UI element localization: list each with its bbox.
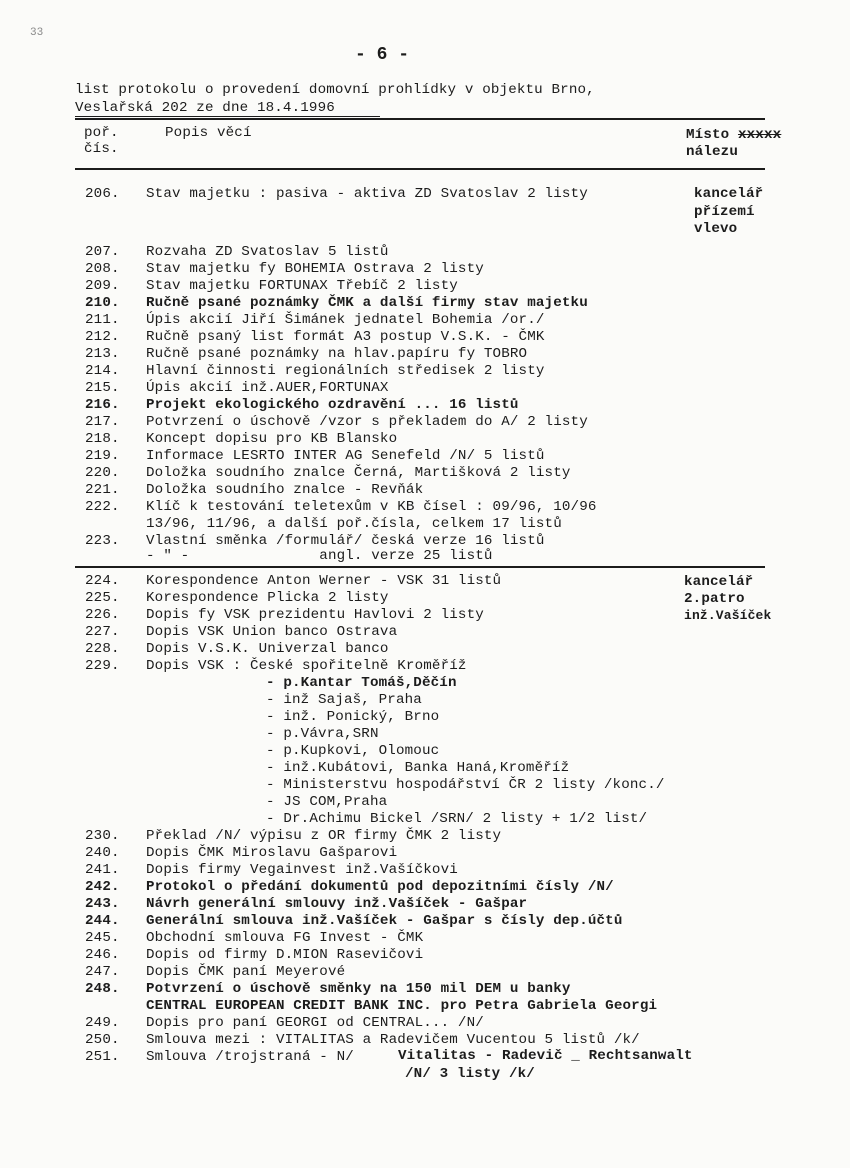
entry-number: 241. — [85, 862, 120, 878]
entry-text: Hlavní činnosti regionálních středisek 2 listy — [146, 363, 545, 379]
entry-number: 222. — [85, 499, 120, 515]
entry-text: - Dr.Achimu Bickel /SRN/ 2 listy + 1/2 list/ — [266, 811, 648, 827]
entry-number: 230. — [85, 828, 120, 844]
entry-text: Korespondence Anton Werner - VSK 31 listů — [146, 573, 502, 589]
entry-text: Dopis firmy Vegainvest inž.Vašíčkovi — [146, 862, 458, 878]
section-divider-rule — [75, 566, 765, 568]
entry-number: 244. — [85, 913, 120, 929]
entry-number: 214. — [85, 363, 120, 379]
entry-text: Obchodní smlouva FG Invest - ČMK — [146, 930, 424, 946]
entry-number: 247. — [85, 964, 120, 980]
heading-line-2: Veslařská 202 ze dne 18.4.1996 — [75, 100, 335, 116]
entry-number: 215. — [85, 380, 120, 396]
entry-text: Potvrzení o úschově /vzor s překladem do A/ 2 listy — [146, 414, 588, 430]
column-number-label-2: čís. — [84, 141, 119, 157]
entry-text: Dopis V.S.K. Univerzal banco — [146, 641, 389, 657]
entry-number: 246. — [85, 947, 120, 963]
column-place-label — [686, 128, 781, 142]
entry-text: 13/96, 11/96, a další poř.čísla, celkem 17 listů — [146, 516, 562, 532]
entry-number: 228. — [85, 641, 120, 657]
entry-text: Dopis VSK Union banco Ostrava — [146, 624, 398, 640]
entry-number: 249. — [85, 1015, 120, 1031]
entry-text: Dopis VSK : České spořitelně Kroměříž — [146, 658, 467, 674]
entry-text: - inž.Kubátovi, Banka Haná,Kroměříž — [266, 760, 570, 776]
entry-text: Ručně psaný list formát A3 postup V.S.K. - ČMK — [146, 329, 545, 345]
entry-text: Vlastní směnka /formulář/ česká verze 16 listů — [146, 533, 545, 549]
entry-number: 221. — [85, 482, 120, 498]
entry-text: Generální smlouva inž.Vašíček - Gašpar s čísly dep.účtů — [146, 913, 623, 929]
entry-number: 227. — [85, 624, 120, 640]
column-place-label-2: nálezu — [686, 144, 738, 160]
entry-text: - p.Vávra,SRN — [266, 726, 379, 742]
header-bottom-rule — [75, 168, 765, 170]
entry-number: 220. — [85, 465, 120, 481]
entry-text: Stav majetku fy BOHEMIA Ostrava 2 listy — [146, 261, 484, 277]
column-place-strikeout: xxxxx — [737, 127, 782, 143]
entry-text: Dopis pro paní GEORGI od CENTRAL... /N/ — [146, 1015, 484, 1031]
entry-number: 211. — [85, 312, 120, 328]
entry-text: - Ministerstvu hospodářství ČR 2 listy /konc./ — [266, 777, 665, 793]
entry-text: Doložka soudního znalce Černá, Martišková 2 listy — [146, 465, 571, 481]
entry-number: 210. — [85, 295, 120, 311]
page-number: - 6 - — [355, 45, 410, 65]
heading-line-1: list protokolu o provedení domovní prohlídky v objektu Brno, — [75, 82, 595, 98]
entry-number: 250. — [85, 1032, 120, 1048]
entry-number: 251. — [85, 1049, 120, 1065]
entry-number: 209. — [85, 278, 120, 294]
entry-text: Smlouva mezi : VITALITAS a Radevičem Vucentou 5 listů /k/ — [146, 1032, 640, 1048]
heading-underline — [75, 116, 380, 117]
entry-text: Dopis ČMK Miroslavu Gašparovi — [146, 845, 398, 861]
entry-text: - p.Kantar Tomáš,Děčín — [266, 675, 457, 691]
entry-number: 217. — [85, 414, 120, 430]
place-1-line-1: kancelář — [694, 186, 764, 202]
place-1-line-2: přízemí — [694, 204, 755, 220]
entry-number: 225. — [85, 590, 120, 606]
entry-251-continuation: /N/ 3 listy /k/ — [405, 1066, 535, 1082]
place-2-line-2: 2.patro — [684, 591, 745, 607]
entry-number: 229. — [85, 658, 120, 674]
entry-number: 206. — [85, 186, 120, 202]
entry-text: Stav majetku : pasiva - aktiva ZD Svatoslav 2 listy — [146, 186, 588, 202]
place-2-line-1: kancelář — [684, 574, 754, 590]
entry-text: Koncept dopisu pro KB Blansko — [146, 431, 398, 447]
entry-text: - inž Sajaš, Praha — [266, 692, 422, 708]
entry-text: Úpis akcií Jiří Šimánek jednatel Bohemia /or./ — [146, 312, 545, 328]
column-number-label-1: poř. — [84, 125, 119, 141]
entry-number: 243. — [85, 896, 120, 912]
entry-text: Návrh generální smlouvy inž.Vašíček - Gašpar — [146, 896, 528, 912]
entry-text: Klíč k testování teletexům v KB čísel : 09/96, 10/96 — [146, 499, 597, 515]
entry-number: 218. — [85, 431, 120, 447]
entry-text: - p.Kupkovi, Olomouc — [266, 743, 440, 759]
entry-number: 207. — [85, 244, 120, 260]
entry-text: - JS COM,Praha — [266, 794, 388, 810]
entry-text: - " - angl. verze 25 listů — [146, 548, 493, 564]
entry-number: 212. — [85, 329, 120, 345]
entry-number: 226. — [85, 607, 120, 623]
entry-number: 213. — [85, 346, 120, 362]
entry-text: Stav majetku FORTUNAX Třebíč 2 listy — [146, 278, 458, 294]
entry-number: 248. — [85, 981, 120, 997]
column-description-label: Popis věcí — [165, 125, 252, 141]
entry-text: Smlouva /trojstraná - N/ — [146, 1049, 354, 1065]
entry-text: Protokol o předání dokumentů pod depozitními čísly /N/ — [146, 879, 614, 895]
entry-text: - inž. Ponický, Brno — [266, 709, 440, 725]
entry-number: 242. — [85, 879, 120, 895]
entry-text: Dopis od firmy D.MION Rasevičovi — [146, 947, 424, 963]
entry-text: Ručně psané poznámky na hlav.papíru fy TOBRO — [146, 346, 528, 362]
entry-number: 208. — [85, 261, 120, 277]
entry-number: 224. — [85, 573, 120, 589]
entry-text: Potvrzení o úschově směnky na 150 mil DEM u banky — [146, 981, 571, 997]
entry-text: CENTRAL EUROPEAN CREDIT BANK INC. pro Petra Gabriela Georgi — [146, 998, 658, 1014]
entry-text: Dopis ČMK paní Meyerové — [146, 964, 346, 980]
entry-251-right-text: Vitalitas - Radevič _ Rechtsanwalt — [398, 1048, 693, 1064]
entry-number: 240. — [85, 845, 120, 861]
entry-text: Projekt ekologického ozdravění ... 16 listů — [146, 397, 519, 413]
entry-number: 219. — [85, 448, 120, 464]
header-top-rule — [75, 118, 765, 120]
entry-text: Rozvaha ZD Svatoslav 5 listů — [146, 244, 389, 260]
column-place-label-text: Místo — [686, 127, 738, 143]
entry-text: Ručně psané poznámky ČMK a další firmy stav majetku — [146, 295, 588, 311]
entry-number: 223. — [85, 533, 120, 549]
entry-number: 245. — [85, 930, 120, 946]
place-2-line-3: inž.Vašíček — [684, 608, 772, 623]
entry-text: Korespondence Plicka 2 listy — [146, 590, 389, 606]
entry-text: Informace LESRTO INTER AG Senefeld /N/ 5 listů — [146, 448, 545, 464]
place-1-line-3: vlevo — [694, 221, 738, 237]
entry-text: Úpis akcií inž.AUER,FORTUNAX — [146, 380, 389, 396]
entry-text: Doložka soudního znalce - Revňák — [146, 482, 424, 498]
entry-text: Dopis fy VSK prezidentu Havlovi 2 listy — [146, 607, 484, 623]
page-corner-mark: 33 — [30, 27, 44, 39]
entry-number: 216. — [85, 397, 120, 413]
entry-text: Překlad /N/ výpisu z OR firmy ČMK 2 listy — [146, 828, 502, 844]
